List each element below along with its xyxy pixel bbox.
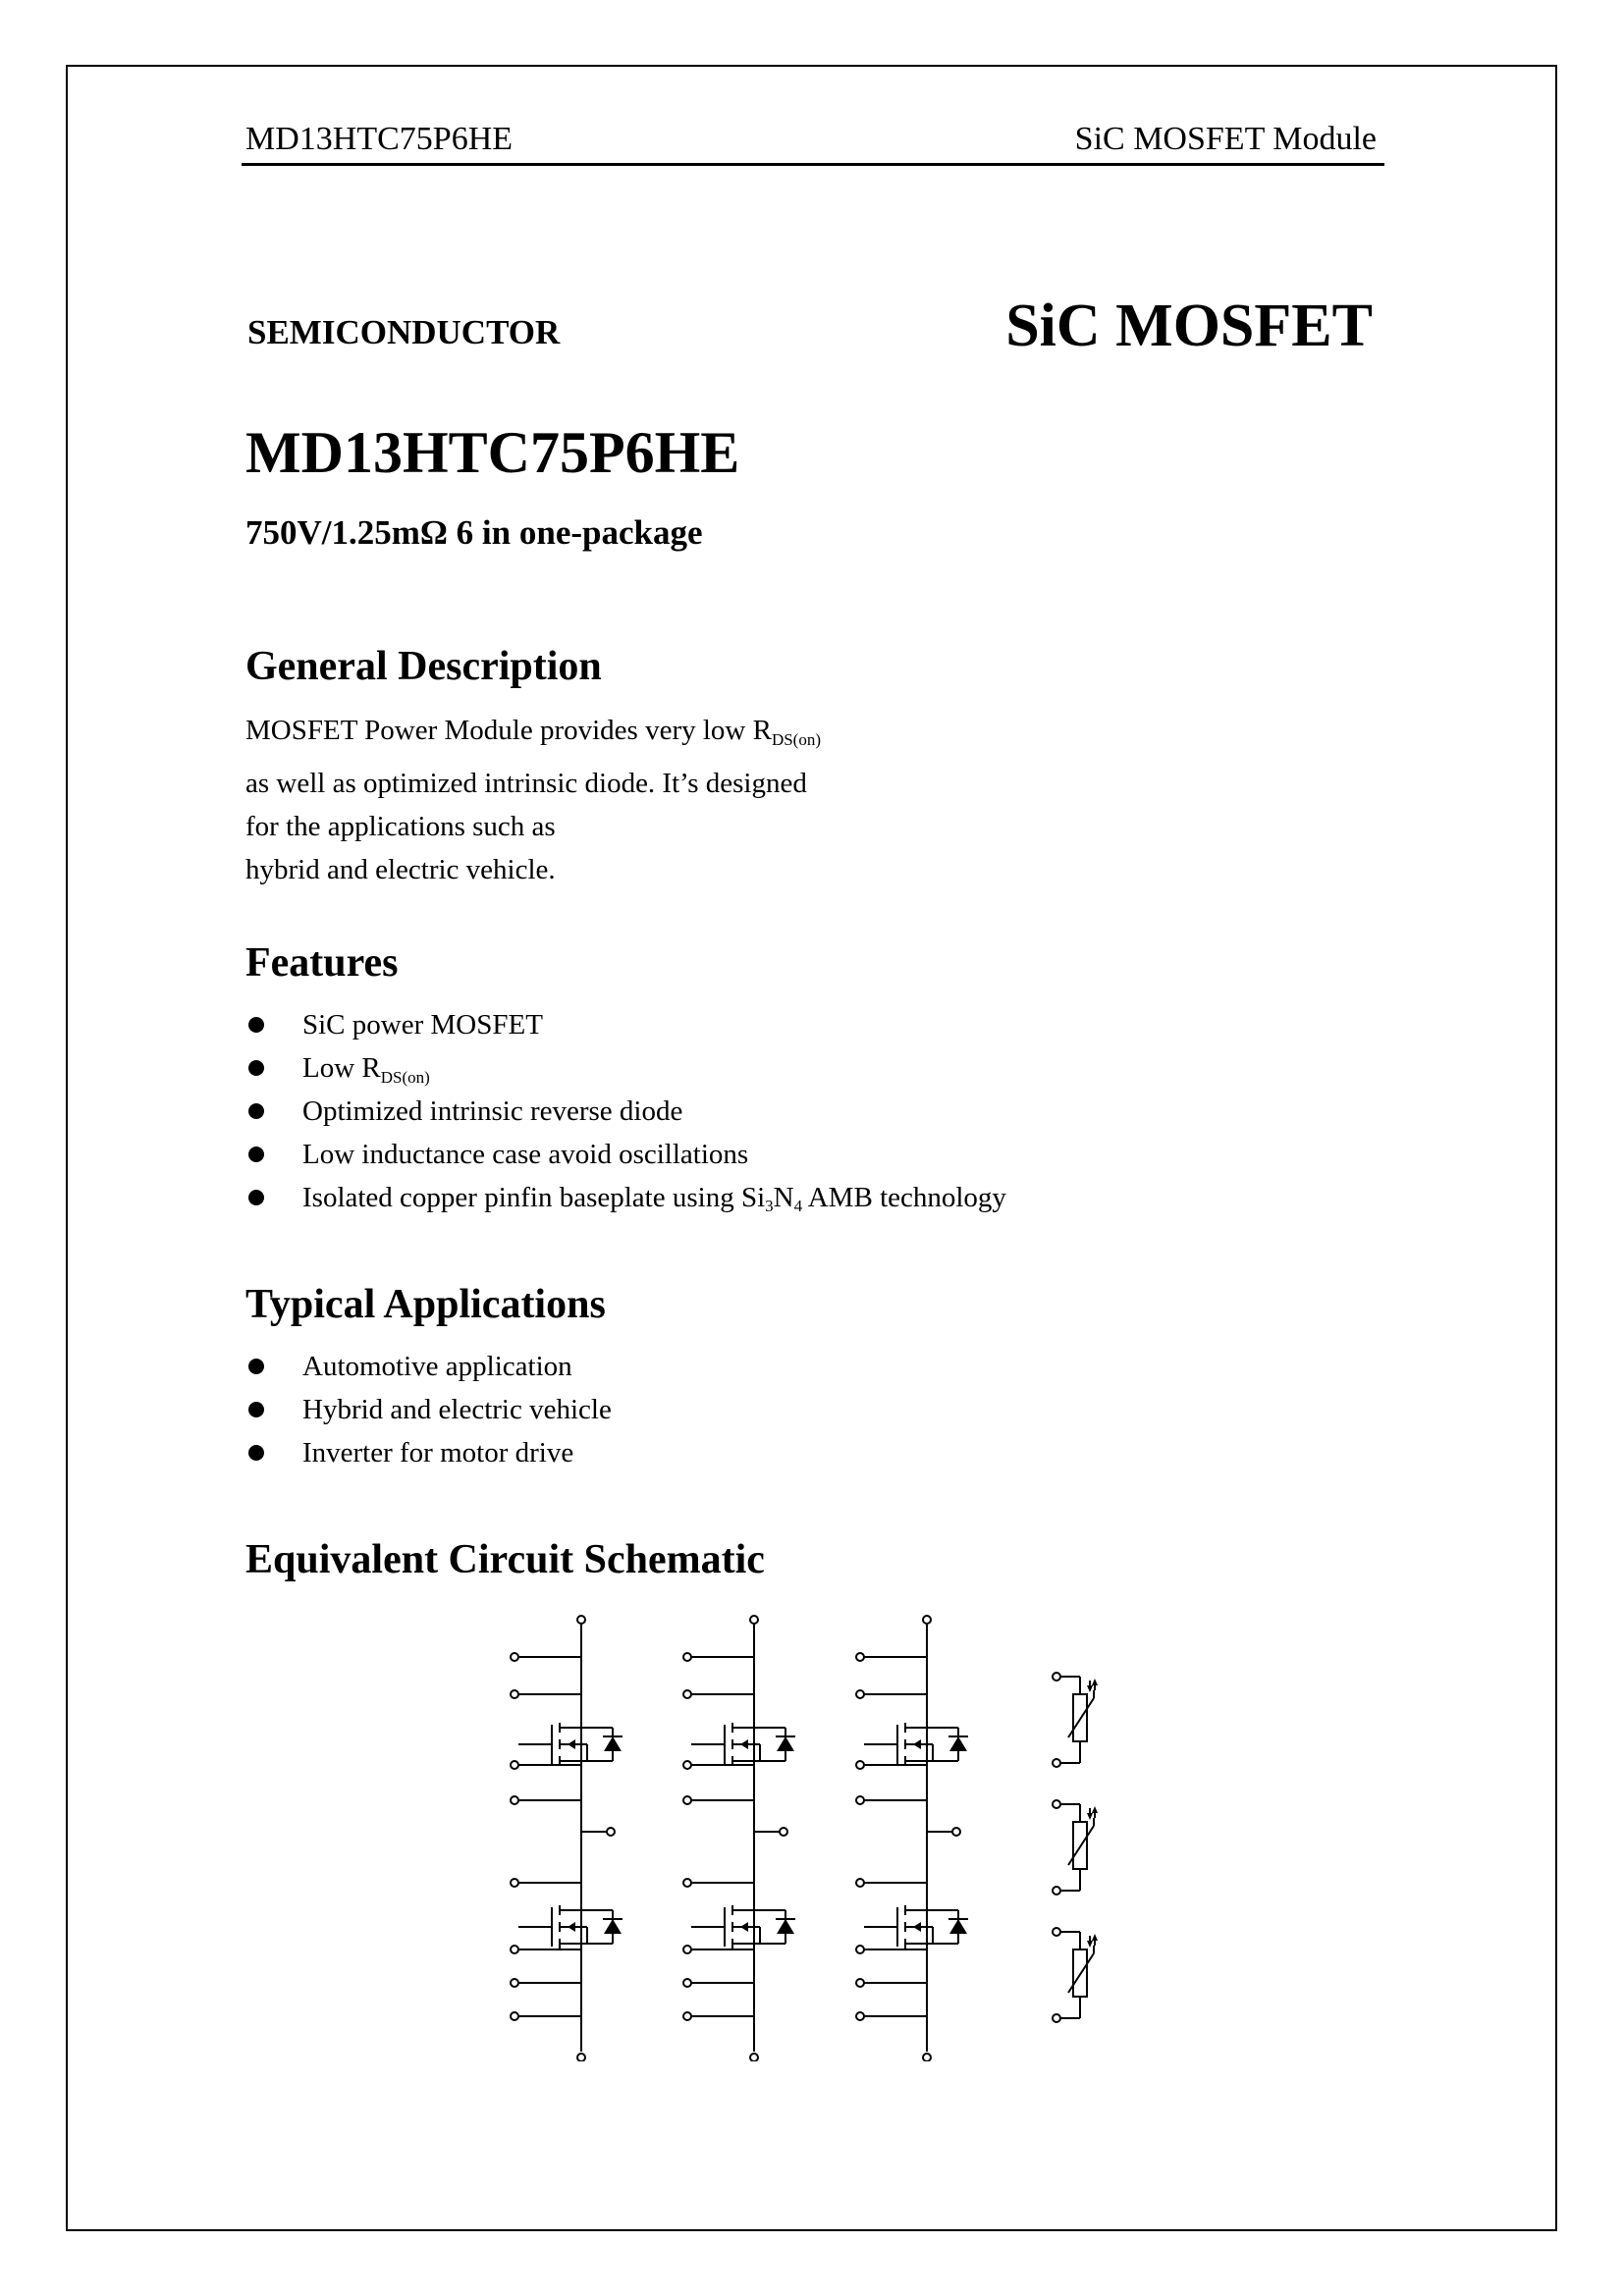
part-number-title: MD13HTC75P6HE (245, 420, 740, 485)
header-doc-type: SiC MOSFET Module (1074, 121, 1377, 157)
formula-subscript: 3 (765, 1197, 774, 1215)
feature-text: Optimized intrinsic reverse diode (302, 1095, 683, 1127)
feature-text-prefix: Low R (302, 1052, 381, 1084)
bullet-icon (248, 1147, 264, 1162)
application-text: Automotive application (302, 1351, 572, 1382)
formula-subscript: 4 (793, 1197, 803, 1215)
half-bridge-3 (856, 1616, 968, 2061)
rdson-subscript: DS(on) (380, 1068, 430, 1087)
circuit-heading: Equivalent Circuit Schematic (245, 1537, 765, 1582)
general-description-text (245, 709, 821, 891)
bullet-icon (248, 1060, 264, 1076)
ntc-thermistor-3 (1053, 1928, 1098, 2022)
bullet-icon (248, 1103, 264, 1119)
product-family-title: SiC MOSFET (1005, 293, 1373, 359)
formula-element: N (773, 1182, 794, 1213)
rdson-subscript: DS(on) (771, 730, 822, 749)
bullet-icon (248, 1402, 264, 1417)
description-line-2: as well as optimized intrinsic diode. It’s designed (245, 768, 807, 799)
equivalent-circuit-schematic (491, 1610, 1139, 2061)
features-heading: Features (245, 940, 399, 986)
general-description-heading: General Description (245, 644, 602, 689)
category-label: SEMICONDUCTOR (247, 313, 561, 351)
half-bridge-2 (683, 1616, 795, 2061)
bullet-icon (248, 1445, 264, 1461)
ntc-thermistor-1 (1053, 1673, 1098, 1767)
description-line-1 (245, 709, 821, 762)
feature-text: SiC power MOSFET (302, 1009, 543, 1041)
header-rule (242, 163, 1384, 166)
half-bridge-1 (511, 1616, 623, 2061)
feature-text (302, 1176, 1006, 1228)
description-line-4: hybrid and electric vehicle. (245, 854, 556, 885)
rating-subtitle: 750V/1.25mΩ 6 in one-package (245, 513, 703, 552)
feature-text: Low inductance case avoid oscillations (302, 1139, 749, 1170)
feature-text-prefix: Isolated copper pinfin baseplate using Si (302, 1182, 766, 1213)
ntc-thermistor-2 (1053, 1800, 1098, 1895)
application-text: Hybrid and electric vehicle (302, 1394, 612, 1425)
feature-text-suffix: AMB technology (802, 1182, 1006, 1213)
application-text: Inverter for motor drive (302, 1437, 574, 1468)
header-part-number: MD13HTC75P6HE (245, 121, 514, 157)
applications-heading: Typical Applications (245, 1282, 606, 1327)
description-line-1-text: MOSFET Power Module provides very low R (245, 715, 772, 746)
bullet-icon (248, 1359, 264, 1374)
bullet-icon (248, 1017, 264, 1033)
bullet-icon (248, 1190, 264, 1205)
description-line-3: for the applications such as (245, 811, 556, 842)
